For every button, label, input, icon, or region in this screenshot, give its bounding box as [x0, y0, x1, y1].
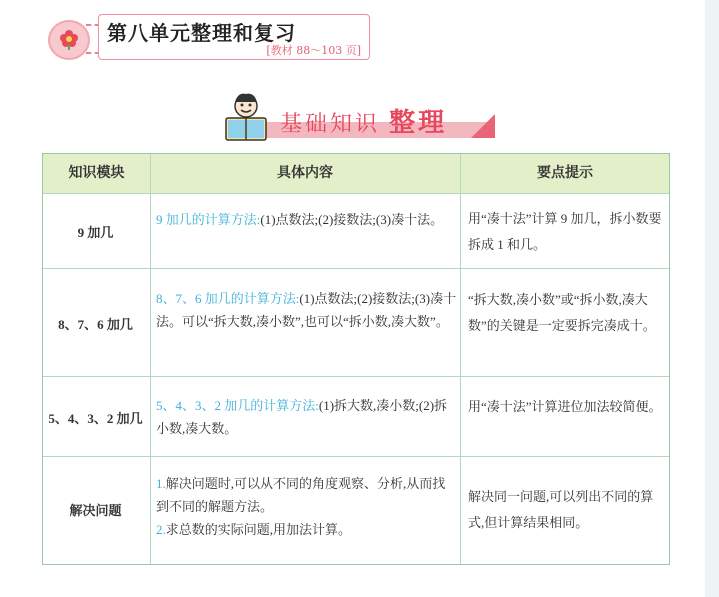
row-divider	[43, 376, 669, 377]
col-divider	[150, 154, 151, 564]
row-divider	[43, 193, 669, 194]
header-module: 知识模块	[68, 165, 125, 181]
row-module: 8、7、6 加几	[58, 317, 133, 332]
row-module: 解决问题	[69, 503, 122, 518]
content-item-text: 求总数的实际问题,用加法计算。	[165, 522, 352, 537]
chapter-title: 第八单元整理和复习	[107, 21, 296, 45]
row-module: 5、4、3、2 加几	[48, 411, 143, 426]
header-tips: 要点提示	[537, 165, 593, 181]
content-lead: 5、4、3、2 加几的计算方法:	[156, 398, 319, 413]
page-edge	[705, 0, 719, 597]
banner-triangle	[471, 114, 495, 138]
content-item	[156, 472, 458, 518]
header-content: 具体内容	[277, 165, 333, 181]
row-content	[156, 287, 458, 333]
flower-icon	[58, 28, 80, 50]
row-content	[156, 394, 458, 440]
row-tip: “拆大数,凑小数”或“拆小数,凑大数”的关键是一定要拆完凑成十。	[468, 292, 656, 333]
reading-boy-icon	[216, 92, 276, 142]
content-rest: (1)点数法;(2)接数法;(3)凑十法。	[260, 212, 444, 227]
col-divider	[460, 154, 461, 564]
chapter-title-box	[98, 14, 370, 60]
content-item	[156, 518, 458, 541]
row-content	[156, 472, 458, 541]
chapter-badge	[48, 20, 90, 60]
content-lead: 8、7、6 加几的计算方法:	[156, 291, 300, 306]
content-item-text: 解决问题时,可以从不同的角度观察、分析,从而找到不同的解题方法。	[156, 476, 446, 514]
row-content	[156, 208, 458, 231]
content-lead: 9 加几的计算方法:	[156, 212, 261, 227]
section-title-bold: 整理	[389, 107, 448, 137]
content-rest: (1)点数法;(2)接数法;(3)凑十法。可以“拆大数,凑小数”,也可以“拆小数,凑大数”。	[156, 291, 457, 329]
section-banner	[216, 92, 496, 144]
row-divider	[43, 456, 669, 457]
content-item-number: 1.	[156, 476, 166, 491]
section-title-light: 基础知识	[280, 111, 381, 136]
row-divider	[43, 268, 669, 269]
content-item-number: 2.	[156, 522, 166, 537]
content-rest: (1)拆大数,凑小数;(2)拆小数,凑大数。	[156, 398, 448, 436]
row-tip: 用“凑十法”计算 9 加几，拆小数要拆成 1 和几。	[468, 211, 662, 252]
knowledge-table	[42, 153, 670, 565]
chapter-page-range: [教材 88～103 页]	[266, 44, 361, 57]
section-title	[280, 102, 447, 139]
row-module: 9 加几	[77, 225, 114, 240]
row-tip: 解决同一问题,可以列出不同的算式,但计算结果相同。	[468, 489, 654, 530]
row-tip: 用“凑十法”计算进位加法较简便。	[468, 399, 662, 414]
